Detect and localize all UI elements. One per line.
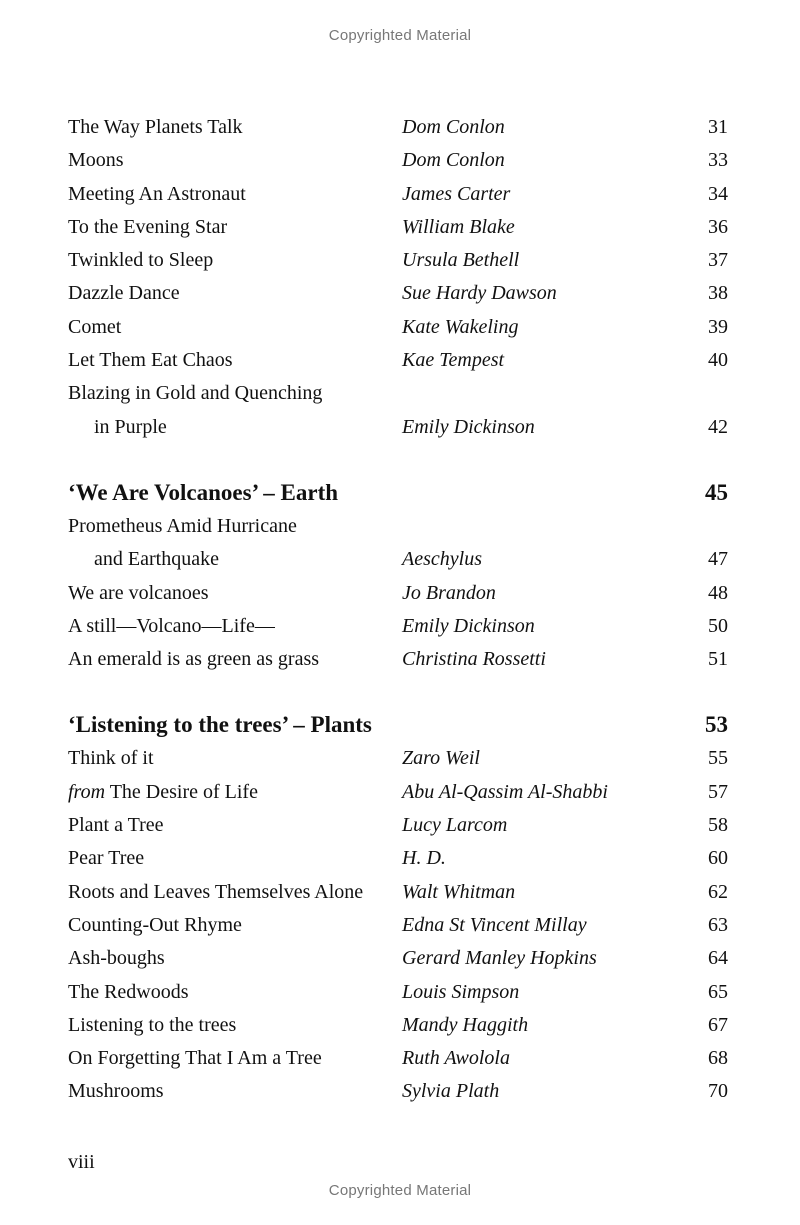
entry-title: [68, 909, 242, 942]
section-title: ‘Listening to the trees’ – Plants: [68, 712, 372, 738]
entry-page-number: 62: [708, 880, 728, 903]
entry-title: [68, 1009, 236, 1042]
entry-page-number: 60: [708, 847, 728, 870]
entry-author: Ruth Awolola: [402, 1047, 510, 1070]
entry-author: Aeschylus: [402, 548, 482, 571]
entry-page-number: 58: [708, 814, 728, 837]
entry-title: [68, 510, 297, 543]
entry-title: [94, 411, 167, 444]
table-of-contents: [68, 111, 728, 1109]
section-title: ‘We Are Volcanoes’ – Earth: [68, 479, 339, 505]
entry-title-text: To the Evening Star: [68, 215, 228, 238]
toc-entry: [68, 643, 728, 676]
entry-title-text: We are volcanoes: [68, 581, 209, 604]
entry-title: [68, 377, 322, 410]
entry-title-text: Counting-Out Rhyme: [68, 913, 242, 936]
entry-title-text: On Forgetting That I Am a Tree: [68, 1047, 322, 1070]
page-folio: viii: [68, 1151, 95, 1173]
toc-entry: [68, 543, 728, 576]
entry-page-number: 37: [708, 249, 728, 272]
entry-group-space: [68, 111, 728, 444]
entry-title: [68, 976, 189, 1009]
entry-title-text: Dazzle Dance: [68, 282, 180, 305]
entry-title-text: Twinkled to Sleep: [68, 249, 214, 272]
entry-title: [68, 643, 319, 676]
entry-author: Walt Whitman: [402, 880, 516, 903]
entry-title: [68, 178, 246, 211]
entry-title: [68, 577, 209, 610]
entry-title: [68, 842, 144, 875]
toc-entry: [68, 942, 728, 975]
entry-title-text: Listening to the trees: [68, 1013, 237, 1036]
entry-author: Emily Dickinson: [402, 415, 535, 438]
section-heading-plants: [68, 707, 728, 742]
entry-title: [68, 244, 213, 277]
entry-author: Dom Conlon: [402, 116, 505, 138]
entry-title: [68, 144, 124, 177]
entry-title-text: Blazing in Gold and Quenching: [68, 382, 323, 405]
entry-page-number: 70: [708, 1080, 728, 1103]
entry-page-number: 42: [708, 415, 728, 438]
entry-page-number: 50: [708, 614, 728, 637]
section-gap: [68, 444, 728, 475]
entry-title-text: Prometheus Amid Hurricane: [68, 514, 297, 537]
entry-page-number: 68: [708, 1047, 728, 1070]
entry-title: [68, 742, 154, 775]
entry-author: H. D.: [402, 847, 446, 870]
entry-title-text: The Desire of Life: [109, 780, 258, 803]
entry-title: [68, 1042, 322, 1075]
entry-title: [94, 543, 219, 576]
entry-title: [68, 876, 363, 909]
toc-entry: [68, 1042, 728, 1075]
entry-title: [68, 942, 165, 975]
entry-page-number: 38: [708, 282, 728, 305]
toc-entry: [68, 1075, 728, 1108]
section-heading-earth: [68, 475, 728, 510]
toc-entry: [68, 742, 728, 775]
toc-entry: [68, 311, 728, 344]
entry-title-text: Pear Tree: [68, 847, 145, 870]
toc-entry: [68, 178, 728, 211]
entry-author: Sue Hardy Dawson: [402, 282, 557, 305]
entry-title-text: in Purple: [94, 415, 167, 438]
toc-entry: [68, 842, 728, 875]
entry-author: Mandy Haggith: [402, 1013, 529, 1036]
entry-author: William Blake: [402, 215, 515, 238]
entry-author: James Carter: [402, 182, 511, 205]
toc-entry: [68, 809, 728, 842]
entry-page-number: 65: [708, 980, 728, 1003]
entry-title: [68, 1075, 164, 1108]
section-gap: [68, 676, 728, 707]
entry-page-number: 67: [708, 1013, 728, 1036]
entry-title: [68, 809, 164, 842]
entry-author: Jo Brandon: [402, 581, 496, 604]
toc-entry: [68, 211, 728, 244]
entry-title: [68, 610, 275, 643]
entry-author: Lucy Larcom: [402, 814, 508, 837]
entry-title-text: Mushrooms: [68, 1080, 164, 1103]
entry-title-text: The Redwoods: [68, 980, 189, 1003]
toc-entry: [68, 510, 728, 543]
toc-entry: [68, 776, 728, 809]
entry-author: Dom Conlon: [402, 149, 505, 172]
entry-title-text: A still—Volcano—Life—: [68, 614, 275, 637]
entry-author: Abu Al-Qassim Al-Shabbi: [402, 780, 608, 803]
entry-group-plants: [68, 742, 728, 1108]
entry-title: [68, 311, 121, 344]
entry-author: Kate Wakeling: [402, 315, 519, 338]
toc-entry: [68, 1009, 728, 1042]
toc-entry: [68, 976, 728, 1009]
toc-entry: [68, 909, 728, 942]
entry-author: Kae Tempest: [402, 349, 505, 372]
entry-page-number: 47: [708, 548, 728, 571]
entry-author: Christina Rossetti: [402, 648, 546, 671]
entry-title: [68, 277, 180, 310]
entry-author: Sylvia Plath: [402, 1080, 500, 1103]
entry-page-number: 48: [708, 581, 728, 604]
entry-author: Gerard Manley Hopkins: [402, 947, 597, 970]
entry-author: Louis Simpson: [402, 980, 520, 1003]
entry-title-text: Think of it: [68, 747, 154, 770]
entry-title: [68, 211, 227, 244]
toc-entry: [68, 610, 728, 643]
entry-title-text: Moons: [68, 149, 124, 172]
entry-title: [68, 344, 233, 377]
entry-author: Edna St Vincent Millay: [402, 913, 587, 936]
toc-entry: [68, 244, 728, 277]
entry-page-number: 57: [708, 780, 728, 803]
copyright-watermark-top: Copyrighted Material: [328, 27, 472, 44]
entry-title-text: An emerald is as green as grass: [68, 648, 320, 671]
entry-page-number: 55: [708, 747, 728, 770]
entry-page-number: 40: [708, 349, 728, 372]
entry-page-number: 36: [708, 215, 728, 238]
toc-entry: [68, 144, 728, 177]
entry-page-number: 39: [708, 315, 728, 338]
entry-author: Zaro Weil: [402, 747, 480, 770]
entry-title-text: Let Them Eat Chaos: [68, 349, 233, 372]
entry-title: [68, 111, 243, 144]
entry-page-number: 63: [708, 913, 728, 936]
entry-title-text: The Way Planets Talk: [68, 116, 243, 138]
toc-entry: [68, 411, 728, 444]
entry-author: Emily Dickinson: [402, 614, 535, 637]
section-page-number: 45: [705, 479, 728, 505]
copyright-watermark-bottom: Copyrighted Material: [328, 1182, 472, 1199]
entry-title-text: Plant a Tree: [68, 814, 164, 837]
toc-entry: [68, 577, 728, 610]
entry-title-text: and Earthquake: [94, 548, 219, 571]
entry-page-number: 33: [708, 149, 728, 172]
entry-title: [68, 776, 258, 809]
entry-page-number: 31: [708, 116, 728, 138]
entry-title-text: Roots and Leaves Themselves Alone: [68, 880, 364, 903]
toc-entry: [68, 377, 728, 410]
entry-author: Ursula Bethell: [402, 249, 520, 272]
entry-title-prefix: from: [68, 780, 106, 803]
entry-page-number: 51: [708, 648, 728, 671]
entry-title-text: Comet: [68, 315, 122, 338]
entry-group-earth: [68, 510, 728, 676]
entry-title-text: Ash-boughs: [68, 947, 165, 970]
toc-entry: [68, 277, 728, 310]
toc-entry: [68, 876, 728, 909]
section-page-number: 53: [705, 712, 728, 738]
entry-page-number: 34: [708, 182, 728, 205]
entry-page-number: 64: [708, 947, 728, 970]
toc-entry: [68, 344, 728, 377]
toc-entry: [68, 111, 728, 144]
entry-title-text: Meeting An Astronaut: [68, 182, 246, 205]
